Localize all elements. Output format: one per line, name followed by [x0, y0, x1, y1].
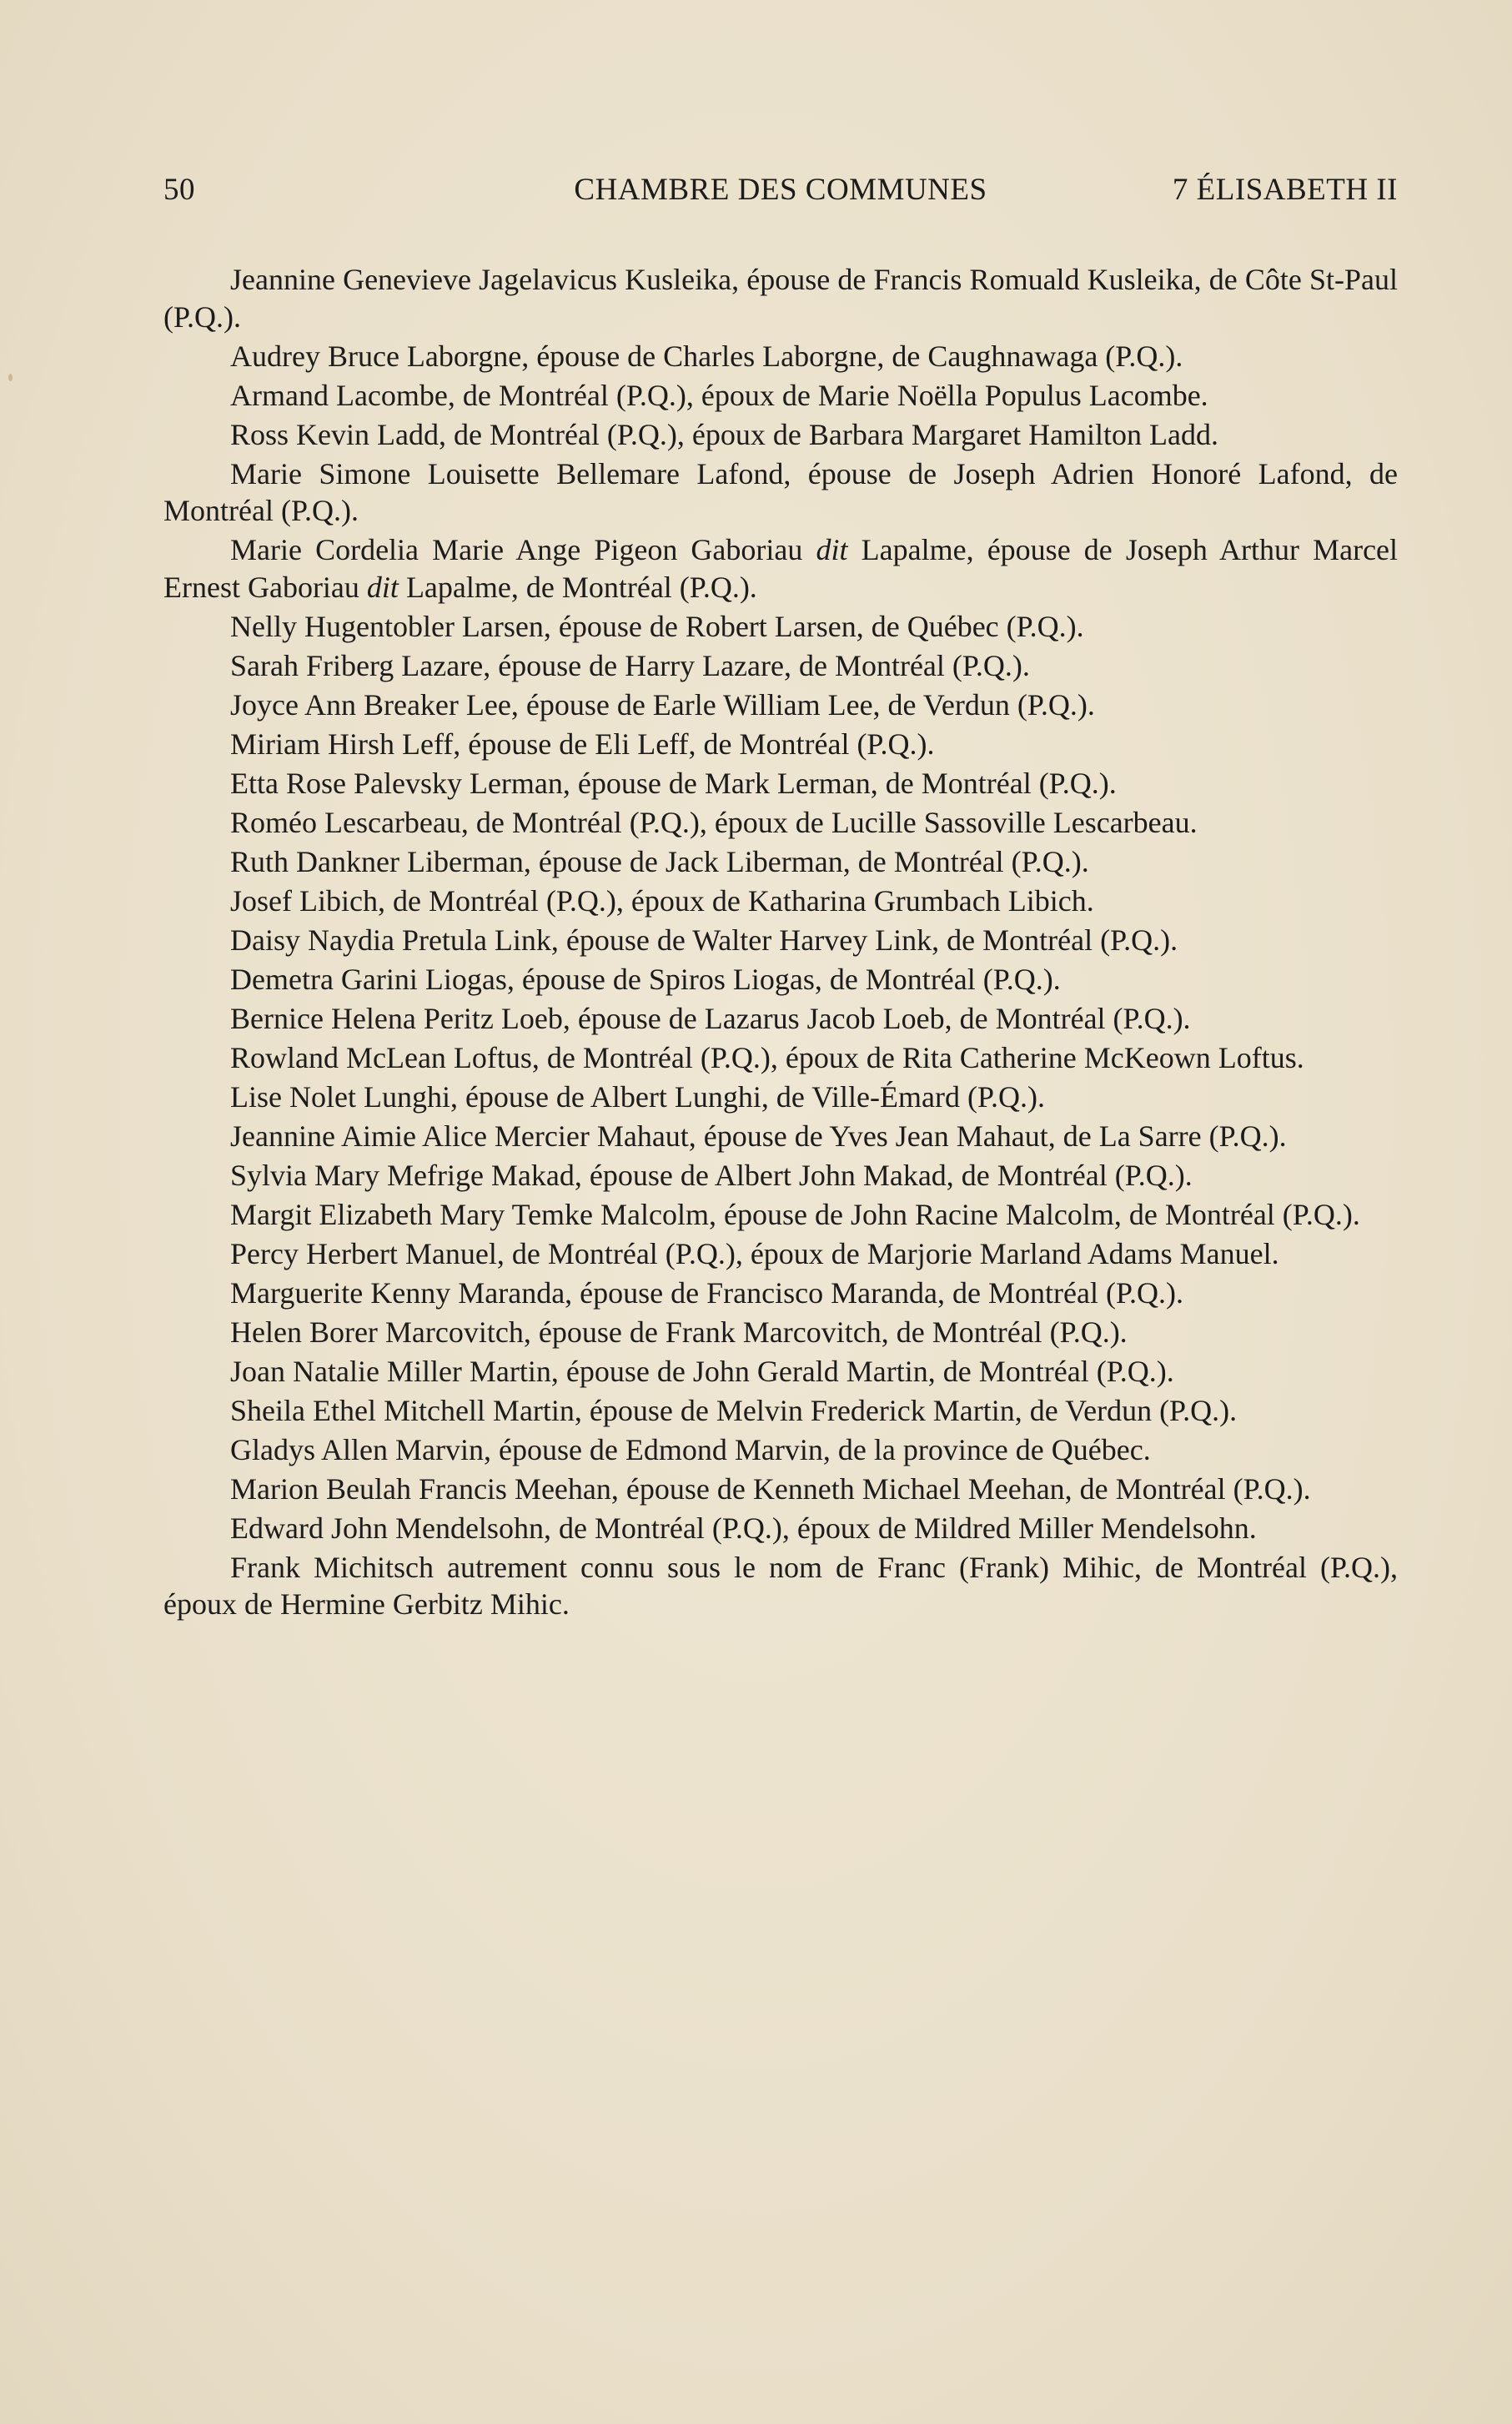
- list-item: Miriam Hirsh Leff, épouse de Eli Leff, de Montréal (P.Q.).: [230, 727, 935, 761]
- list-item: Gladys Allen Marvin, épouse de Edmond Marvin, de la province de Québec.: [230, 1432, 1151, 1466]
- list-item: Marguerite Kenny Maranda, épouse de Francisco Maranda, de Montréal (P.Q.).: [230, 1275, 1183, 1310]
- list-item: Rowland McLean Loftus, de Montréal (P.Q.), époux de Rita Catherine McKeown Loftus.: [230, 1040, 1304, 1074]
- list-item: Marie Cordelia Marie Ange Pigeon Gaboriau dit Lapalme, épouse de Joseph Arthur Marcel Ernest Gaboriau dit Lapalme, de Montréal (P.Q.).: [163, 533, 1399, 604]
- list-item: Etta Rose Palevsky Lerman, épouse de Mark Lerman, de Montréal (P.Q.).: [230, 766, 1117, 800]
- list-item: Armand Lacombe, de Montréal (P.Q.), époux de Marie Noëlla Populus Lacombe.: [230, 378, 1208, 412]
- list-item: Roméo Lescarbeau, de Montréal (P.Q.), époux de Lucille Sassoville Lescarbeau.: [230, 805, 1198, 839]
- running-header: [163, 172, 1398, 214]
- header-title: CHAMBRE DES COMMUNES: [574, 173, 987, 207]
- entry-list: [163, 261, 1398, 1625]
- list-item: Marie Simone Louisette Bellemare Lafond, épouse de Joseph Adrien Honoré Lafond, de Montréal (P.Q.).: [163, 456, 1398, 527]
- list-item: Edward John Mendelsohn, de Montréal (P.Q.), époux de Mildred Miller Mendelsohn.: [230, 1511, 1257, 1545]
- list-item: Frank Michitsch autrement connu sous le nom de Franc (Frank) Mihic, de Montréal (P.Q.), époux de Hermine Gerbitz Mihic.: [163, 1550, 1398, 1621]
- list-item: Jeannine Aimie Alice Mercier Mahaut, épouse de Yves Jean Mahaut, de La Sarre (P.Q.).: [230, 1119, 1287, 1153]
- list-item: Ruth Dankner Liberman, épouse de Jack Liberman, de Montréal (P.Q.).: [230, 844, 1089, 878]
- list-item: Sylvia Mary Mefrige Makad, épouse de Albert John Makad, de Montréal (P.Q.).: [230, 1158, 1193, 1192]
- list-item: Sheila Ethel Mitchell Martin, épouse de Melvin Frederick Martin, de Verdun (P.Q.).: [230, 1393, 1238, 1427]
- list-item: Demetra Garini Liogas, épouse de Spiros Liogas, de Montréal (P.Q.).: [230, 962, 1061, 996]
- list-item: Joyce Ann Breaker Lee, épouse de Earle William Lee, de Verdun (P.Q.).: [230, 687, 1095, 722]
- regnal-year: 7 ÉLISABETH II: [1172, 173, 1398, 207]
- list-item: Bernice Helena Peritz Loeb, épouse de Lazarus Jacob Loeb, de Montréal (P.Q.).: [230, 1001, 1191, 1035]
- list-item: Josef Libich, de Montréal (P.Q.), époux de Katharina Grumbach Libich.: [230, 883, 1094, 918]
- list-item: Lise Nolet Lunghi, épouse de Albert Lunghi, de Ville-Émard (P.Q.).: [230, 1079, 1045, 1114]
- list-item: Audrey Bruce Laborgne, épouse de Charles Laborgne, de Caughnawaga (P.Q.).: [230, 339, 1183, 373]
- page-number: 50: [163, 173, 195, 207]
- list-item: Marion Beulah Francis Meehan, épouse de Kenneth Michael Meehan, de Montréal (P.Q.).: [230, 1471, 1311, 1506]
- list-item: Ross Kevin Ladd, de Montréal (P.Q.), époux de Barbara Margaret Hamilton Ladd.: [230, 417, 1219, 451]
- list-item: Helen Borer Marcovitch, épouse de Frank Marcovitch, de Montréal (P.Q.).: [230, 1315, 1128, 1349]
- list-item: Joan Natalie Miller Martin, épouse de John Gerald Martin, de Montréal (P.Q.).: [230, 1354, 1174, 1388]
- list-item: Percy Herbert Manuel, de Montréal (P.Q.), époux de Marjorie Marland Adams Manuel.: [230, 1236, 1279, 1270]
- list-item: Jeannine Genevieve Jagelavicus Kusleika, épouse de Francis Romuald Kusleika, de Côte St-Paul (P.Q.).: [163, 263, 1398, 334]
- list-item: Margit Elizabeth Mary Temke Malcolm, épouse de John Racine Malcolm, de Montréal (P.Q.).: [230, 1197, 1360, 1231]
- list-item: Nelly Hugentobler Larsen, épouse de Robert Larsen, de Québec (P.Q.).: [230, 609, 1084, 643]
- list-item: Sarah Friberg Lazare, épouse de Harry Lazare, de Montréal (P.Q.).: [230, 648, 1030, 682]
- list-item: Daisy Naydia Pretula Link, épouse de Walter Harvey Link, de Montréal (P.Q.).: [230, 923, 1178, 957]
- paper-blemish: [8, 374, 13, 381]
